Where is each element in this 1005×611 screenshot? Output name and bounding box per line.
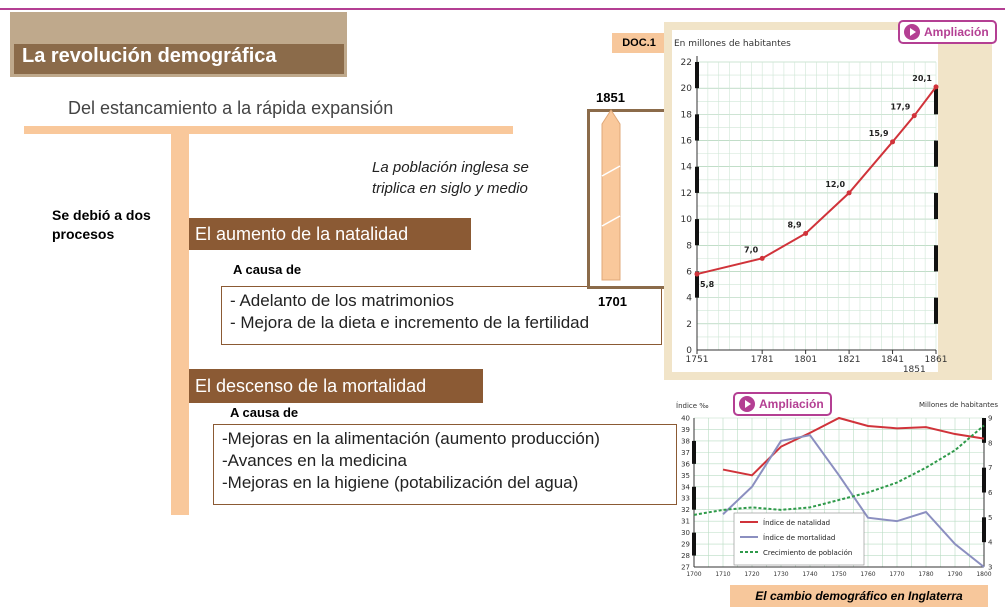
x-tick-label: 1760 bbox=[860, 571, 876, 578]
list-item: - Mejora de la dieta e incremento de la fertilidad bbox=[230, 313, 590, 332]
list-item: - Adelanto de los matrimonios bbox=[230, 291, 454, 310]
year-1851-label: 1851 bbox=[596, 90, 625, 105]
slide-title: La revolución demográfica bbox=[22, 45, 277, 67]
demographic-chart bbox=[672, 395, 1005, 581]
cause-label: Se debió a dos procesos bbox=[52, 207, 151, 242]
legend-label: Crecimiento de población bbox=[763, 549, 853, 557]
up-arrow-icon bbox=[602, 110, 620, 280]
ampliacion-label: Ampliación bbox=[924, 25, 989, 39]
x-tick-label: 1841 bbox=[881, 355, 904, 365]
horizontal-connector bbox=[24, 126, 513, 134]
year-1701-label: 1701 bbox=[598, 294, 627, 309]
data-point bbox=[803, 231, 808, 236]
x-extra-label: 1851 bbox=[902, 365, 926, 375]
data-point bbox=[890, 139, 895, 144]
y-left-tick-label: 39 bbox=[681, 425, 690, 434]
legend-label: Índice de natalidad bbox=[763, 519, 831, 527]
list-item: -Avances en la medicina bbox=[222, 451, 407, 470]
list-item: -Mejoras en la alimentación (aumento producción) bbox=[222, 429, 600, 448]
data-label: 15,9 bbox=[868, 128, 889, 138]
data-label: 12,0 bbox=[825, 179, 846, 189]
y-tick-label: 16 bbox=[680, 136, 692, 147]
chart-caption: El cambio demográfico en Inglaterra bbox=[730, 585, 988, 607]
x-tick-label: 1800 bbox=[976, 571, 992, 578]
y-tick-label: 18 bbox=[680, 110, 692, 121]
y-tick-label: 2 bbox=[686, 319, 692, 330]
y-left-tick-label: 30 bbox=[681, 529, 690, 538]
y-tick-label: 14 bbox=[680, 162, 692, 173]
bracket-line bbox=[587, 109, 590, 289]
doc-label: DOC.1 bbox=[612, 33, 666, 53]
y-tick-label: 6 bbox=[686, 267, 692, 278]
y-left-tick-label: 35 bbox=[681, 471, 690, 480]
chart2-left-axis-title: Índice ‰ bbox=[676, 402, 709, 410]
y-right-tick-label: 8 bbox=[988, 439, 993, 448]
y-left-tick-label: 33 bbox=[681, 494, 690, 503]
x-tick-label: 1730 bbox=[773, 571, 789, 578]
x-tick-label: 1770 bbox=[889, 571, 905, 578]
population-note bbox=[372, 157, 529, 199]
y-right-tick-label: 5 bbox=[988, 513, 993, 522]
x-tick-label: 1861 bbox=[924, 355, 948, 365]
data-point bbox=[912, 113, 917, 118]
causes-list-1 bbox=[221, 286, 662, 345]
chart1-title: En millones de habitantes bbox=[674, 39, 791, 49]
causa-label-1: A causa de bbox=[233, 262, 302, 277]
x-tick-label: 1781 bbox=[750, 355, 774, 365]
x-tick-label: 1750 bbox=[831, 571, 847, 578]
data-label: 5,8 bbox=[700, 280, 715, 290]
data-point bbox=[760, 256, 765, 261]
bracket-line bbox=[587, 286, 673, 289]
data-point bbox=[695, 272, 700, 277]
x-tick-label: 1751 bbox=[685, 355, 709, 365]
y-left-tick-label: 37 bbox=[681, 448, 690, 457]
y-right-tick-label: 4 bbox=[988, 538, 993, 547]
note-line: La población inglesa se bbox=[372, 159, 529, 176]
y-left-tick-label: 31 bbox=[681, 517, 690, 526]
x-tick-label: 1740 bbox=[802, 571, 818, 578]
y-right-tick-label: 7 bbox=[988, 464, 993, 473]
list-item: -Mejoras en la higiene (potabilización del agua) bbox=[222, 473, 579, 492]
causes-list-2 bbox=[213, 424, 677, 505]
y-left-tick-label: 34 bbox=[681, 483, 690, 492]
y-left-tick-label: 32 bbox=[681, 506, 690, 515]
x-tick-label: 1790 bbox=[947, 571, 963, 578]
y-right-tick-label: 3 bbox=[988, 563, 993, 572]
data-point bbox=[934, 84, 939, 89]
x-tick-label: 1821 bbox=[837, 355, 861, 365]
y-tick-label: 0 bbox=[686, 346, 692, 356]
y-left-tick-label: 36 bbox=[681, 460, 690, 469]
vertical-connector bbox=[171, 126, 189, 515]
y-tick-label: 22 bbox=[680, 58, 692, 68]
process-mortalidad-heading: El descenso de la mortalidad bbox=[189, 369, 483, 403]
data-label: 17,9 bbox=[890, 102, 911, 112]
y-left-tick-label: 38 bbox=[681, 437, 690, 446]
y-left-tick-label: 28 bbox=[681, 552, 690, 561]
growth-arrow-graphic bbox=[586, 104, 676, 290]
y-tick-label: 12 bbox=[680, 188, 692, 199]
ampliacion-label: Ampliación bbox=[759, 397, 824, 411]
y-right-tick-label: 9 bbox=[988, 414, 993, 423]
population-chart bbox=[664, 30, 948, 375]
x-tick-label: 1700 bbox=[686, 571, 702, 578]
y-tick-label: 10 bbox=[680, 215, 692, 226]
legend-label: Índice de mortalidad bbox=[763, 534, 836, 542]
bracket-line bbox=[587, 109, 673, 112]
y-tick-label: 8 bbox=[686, 241, 692, 252]
causa-label-2: A causa de bbox=[230, 405, 299, 420]
top-accent-line bbox=[0, 8, 1005, 10]
process-natalidad-heading: El aumento de la natalidad bbox=[189, 218, 471, 250]
y-tick-label: 4 bbox=[686, 293, 692, 304]
data-label: 20,1 bbox=[912, 73, 932, 83]
slide-subtitle: Del estancamiento a la rápida expansión bbox=[68, 98, 394, 118]
chart2-right-axis-title: Millones de habitantes bbox=[918, 401, 998, 409]
y-tick-label: 20 bbox=[680, 84, 692, 95]
x-tick-label: 1780 bbox=[918, 571, 934, 578]
x-tick-label: 1710 bbox=[715, 571, 731, 578]
y-left-tick-label: 27 bbox=[681, 563, 690, 572]
x-tick-label: 1801 bbox=[794, 355, 818, 365]
data-point bbox=[847, 190, 852, 195]
y-left-tick-label: 40 bbox=[681, 414, 690, 423]
data-label: 7,0 bbox=[744, 245, 759, 255]
y-left-tick-label: 29 bbox=[681, 540, 690, 549]
data-label: 8,9 bbox=[787, 220, 802, 230]
y-right-tick-label: 6 bbox=[988, 489, 993, 497]
note-line: triplica en siglo y medio bbox=[372, 180, 528, 197]
x-tick-label: 1720 bbox=[744, 571, 760, 578]
